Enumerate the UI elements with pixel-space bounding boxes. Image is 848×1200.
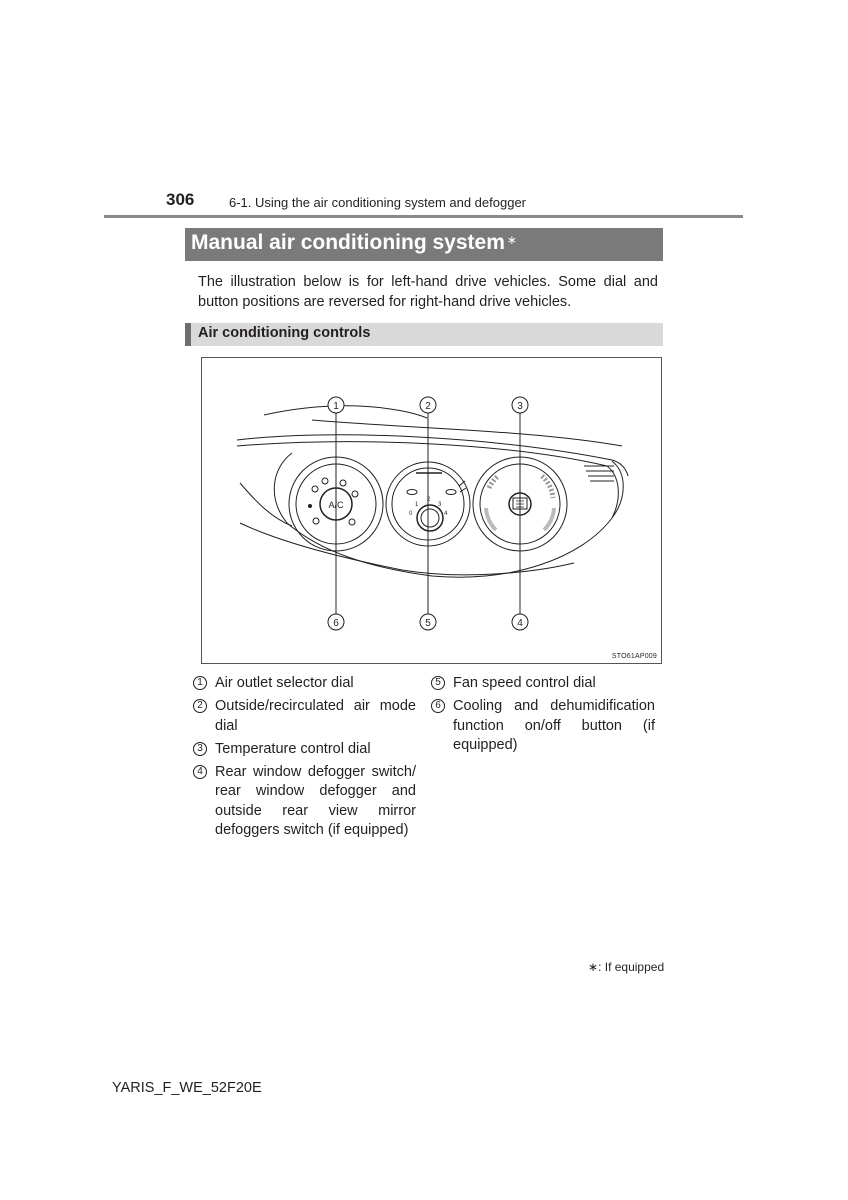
footnote-mark: ∗ [588,960,599,974]
legend-item [193,674,416,694]
header-rule [104,215,743,218]
callout-5: 5 [425,618,431,629]
legend-item [193,697,416,736]
legend-number: 1 [193,676,207,690]
footnote [588,960,664,974]
legend-number: 3 [193,742,207,756]
control-panel-drawing [202,358,661,663]
legend-number: 6 [431,699,445,713]
controls-illustration [201,357,662,664]
intro-paragraph: The illustration below is for left-hand drive vehicles. Some dial and button positions are reversed for right-hand drive vehicles. [198,274,658,310]
fan-step-4: 4 [444,511,448,517]
legend-number: 2 [193,699,207,713]
subheading: Air conditioning controls [185,323,663,346]
section-title-mark: ∗ [506,233,517,247]
legend-number: 4 [193,765,207,779]
legend-text: Air outlet selector dial [215,675,354,691]
legend-text: Fan speed control dial [453,675,596,691]
section-title [185,228,663,261]
callout-1: 1 [333,401,339,412]
callout-2: 2 [425,401,431,412]
document-code: YARIS_F_WE_52F20E [112,1080,262,1096]
callout-leaders [336,413,520,614]
legend-text: Temperature control dial [215,740,371,757]
legend-item [431,674,655,694]
running-head: 6-1. Using the air conditioning system and defogger [229,195,527,210]
legend-text: Outside/recirculated air mode dial [215,698,416,734]
fan-step-1: 1 [415,502,419,508]
footnote-text: : If equipped [598,960,665,974]
page-number: 306 [166,190,195,209]
fan-step-0: 0 [409,511,413,517]
legend-item [193,740,416,760]
fan-step-3: 3 [438,502,442,508]
figure-code: STO61AP009 [611,653,657,660]
fan-step-2: 2 [427,497,431,503]
legend-left [193,674,416,844]
section-title-text: Manual air conditioning system [191,231,505,254]
callout-3: 3 [517,401,523,412]
callout-4: 4 [517,618,523,629]
legend-item [431,697,655,756]
legend-number: 5 [431,676,445,690]
callout-6: 6 [333,618,339,629]
legend-text: Rear window defogger switch/ rear window defogger and outside rear view mirror defoggers switch (if equipped) [215,763,416,838]
ac-button-label: A/C [328,500,344,510]
legend-text: Cooling and dehumidification function on/off button (if equipped) [453,698,655,753]
legend-item [193,763,416,841]
legend-right [431,674,655,759]
